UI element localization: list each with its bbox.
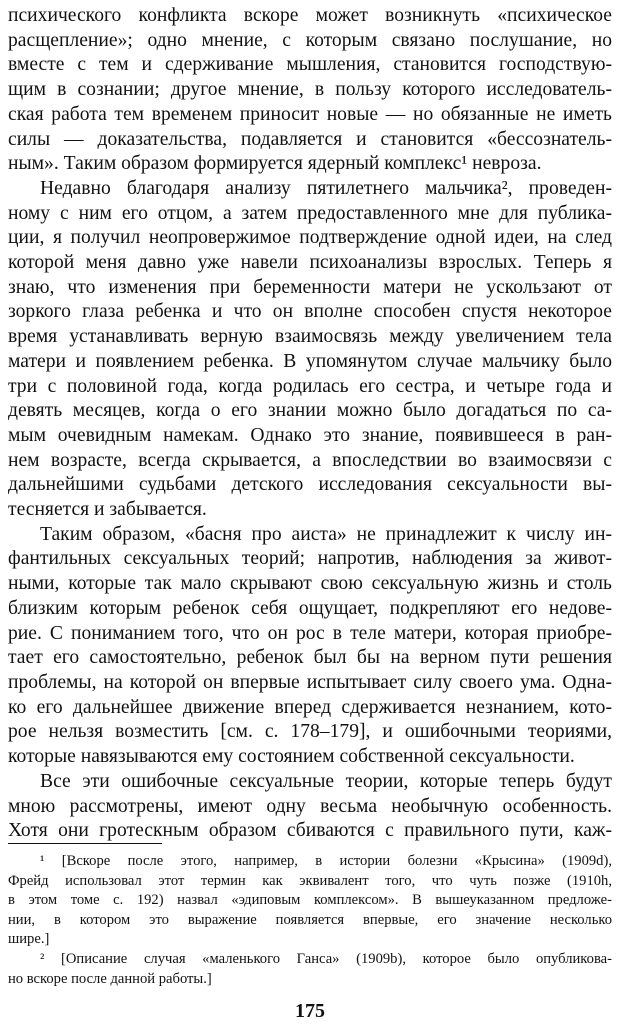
text-line: ская работа тем временем приносит новые — но обязанные не иметь [8,103,612,125]
text-line: силы — доказательства, подавляется и становится «бессознатель- [8,128,612,150]
text-line: зоркого глаза ребенка и что он вполне способен спустя некоторое [8,301,612,323]
text-line: ко его дальнейшее движение вперед сдерживается незнанием, кото- [8,696,612,718]
text-line: которые навязываются ему состоянием собственной сексуальности. [8,746,575,768]
text-line: фантильных сексуальных теорий; напротив, наблюдения за живот- [8,548,612,570]
footnote-line: нии, в котором это выражение появляется впервые, его значение несколько [8,911,612,928]
footnote-line: но вскоре после данной работы.] [8,970,212,987]
text-line: нем возрасте, всегда скрывается, а впоследствии во взаимосвязи с [8,449,612,471]
footnote-line: в этом томе с. 192) назвал «эдиповым комплексом». В вышеуказанном предложе- [8,892,612,909]
text-line: психического конфликта вскоре может возникнуть «психическое [8,5,612,26]
footnotes [8,852,612,989]
text-line: мною рассмотрены, имеют одну весьма необычную особенность. [8,795,612,817]
text-line: мым очевидным намекам. Однако это знание, появившееся в ран- [8,424,612,446]
paragraph [8,770,612,844]
text-line: которой меня давно уже навели психоанализы взрослых. Теперь я [8,252,612,274]
text-line: ными, которые так мало скрывают свою сексуальную жизнь и столь [8,573,612,595]
text-line: ным». Таким образом формируется ядерный комплекс¹ невроза. [8,153,542,175]
paragraph [8,177,612,523]
text-line: девять месяцев, когда о его знании можно было догадаться по са- [8,400,612,422]
paragraph [8,4,612,177]
footnote-divider [8,843,162,844]
text-line: матери и появлением ребенка. В упомянутом случае мальчику было [8,350,612,372]
text-line: Недавно благодаря анализу пятилетнего мальчика², проведен- [40,177,612,199]
footnote [8,852,612,950]
footnote-line: ¹ [Вскоре после этого, например, в истории болезни «Крысина» (1909d), [40,853,612,869]
text-line: щим в сознании; другое мнение, в пользу которого исследователь- [8,79,612,101]
page-number: 175 [295,1000,325,1022]
text-line: знаю, что изменения при беременности матери не ускользают от [8,276,612,298]
text-line: рое нельзя возместить [см. с. 178–179], и ошибочными теориями, [8,721,612,743]
text-line: Хотя они гротескным образом сбиваются с правильного пути, каж- [8,820,612,842]
text-line: Таким образом, «басня про аиста» не принадлежит к числу ин- [40,523,612,545]
text-line: тает его самостоятельно, ребенок был бы на верном пути решения [8,647,612,669]
footnote [8,950,612,989]
footnote-line: шире.] [8,931,50,948]
text-line: три с половиной года, когда родилась его сестра, и четыре года и [8,375,612,397]
text-line: рие. С пониманием того, что он рос в теле матери, которая приобре- [8,622,612,644]
text-line: тесняется и забывается. [8,499,207,521]
text-line: вместе с тем и сдерживание мышления, становится господствую- [8,54,612,76]
text-line: ному с ним его отцом, а затем предоставленного мне для публика- [8,202,612,224]
text-line: расщепление»; одно мнение, с которым связано послушание, но [8,29,612,51]
text-line: ции, я получил неопровержимое подтверждение одной идеи, на след [8,227,612,249]
text-line: Все эти ошибочные сексуальные теории, которые теперь будут [40,770,612,792]
footnote-line: Фрейд использовал этот термин как эквивалент того, что чуть позже (1910h, [8,872,612,889]
paragraph [8,523,612,770]
main-text [8,4,612,844]
text-line: время устанавливать верную взаимосвязь между увеличением тела [8,326,612,348]
text-line: близким которым ребенок себя ощущает, подкрепляют его недове- [8,597,612,619]
text-line: проблемы, на которой он впервые испытывает силу своего ума. Одна- [8,671,612,693]
text-line: дальнейшими судьбами детского исследования сексуальности вы- [8,474,612,496]
footnote-line: ² [Описание случая «маленького Ганса» (1909b), которое было опубликова- [40,950,612,967]
